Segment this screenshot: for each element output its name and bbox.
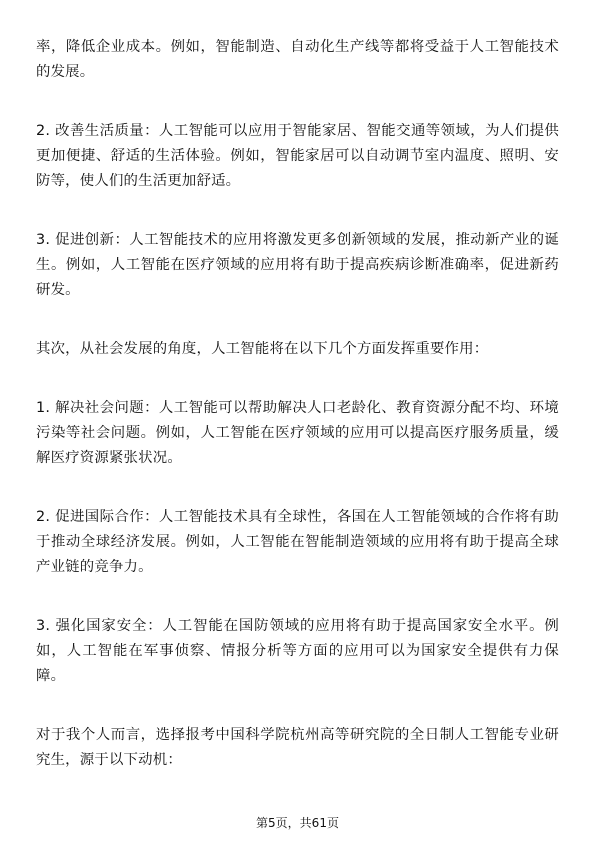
paragraph-improve-life-quality: 2. 改善生活质量：人工智能可以应用于智能家居、智能交通等领域，为人们提供更加便捷、舒适的生活体验。例如，智能家居可以自动调节室内温度、照明、安防等，使人们的生活更加舒适。	[36, 123, 559, 189]
paragraph-continuation: 率，降低企业成本。例如，智能制造、自动化生产线等都将受益于人工智能技术的发展。	[36, 39, 559, 80]
paragraph-social-development-intro: 其次，从社会发展的角度，人工智能将在以下几个方面发挥重要作用：	[36, 341, 489, 357]
document-body	[36, 35, 559, 807]
paragraph-international-cooperation: 2. 促进国际合作：人工智能技术具有全球性，各国在人工智能领域的合作将有助于推动全球经济发展。例如，人工智能在智能制造领域的应用将有助于提高全球产业链的竞争力。	[36, 509, 559, 575]
page-number-footer: 第5页，共61页	[256, 816, 339, 830]
paragraph-solve-social-problems: 1. 解决社会问题：人工智能可以帮助解决人口老龄化、教育资源分配不均、环境污染等社会问题。例如，人工智能在医疗领域的应用可以提高医疗服务质量，缓解医疗资源紧张状况。	[36, 400, 559, 466]
paragraph-personal-motivation: 对于我个人而言，选择报考中国科学院杭州高等研究院的全日制人工智能专业研究生，源于以下动机：	[36, 727, 559, 768]
paragraph-promote-innovation: 3. 促进创新：人工智能技术的应用将激发更多创新领域的发展，推动新产业的诞生。例如，人工智能在医疗领域的应用将有助于提高疾病诊断准确率，促进新药研发。	[36, 232, 559, 298]
paragraph-national-security: 3. 强化国家安全：人工智能在国防领域的应用将有助于提高国家安全水平。例如，人工智能在军事侦察、情报分析等方面的应用可以为国家安全提供有力保障。	[36, 618, 559, 684]
